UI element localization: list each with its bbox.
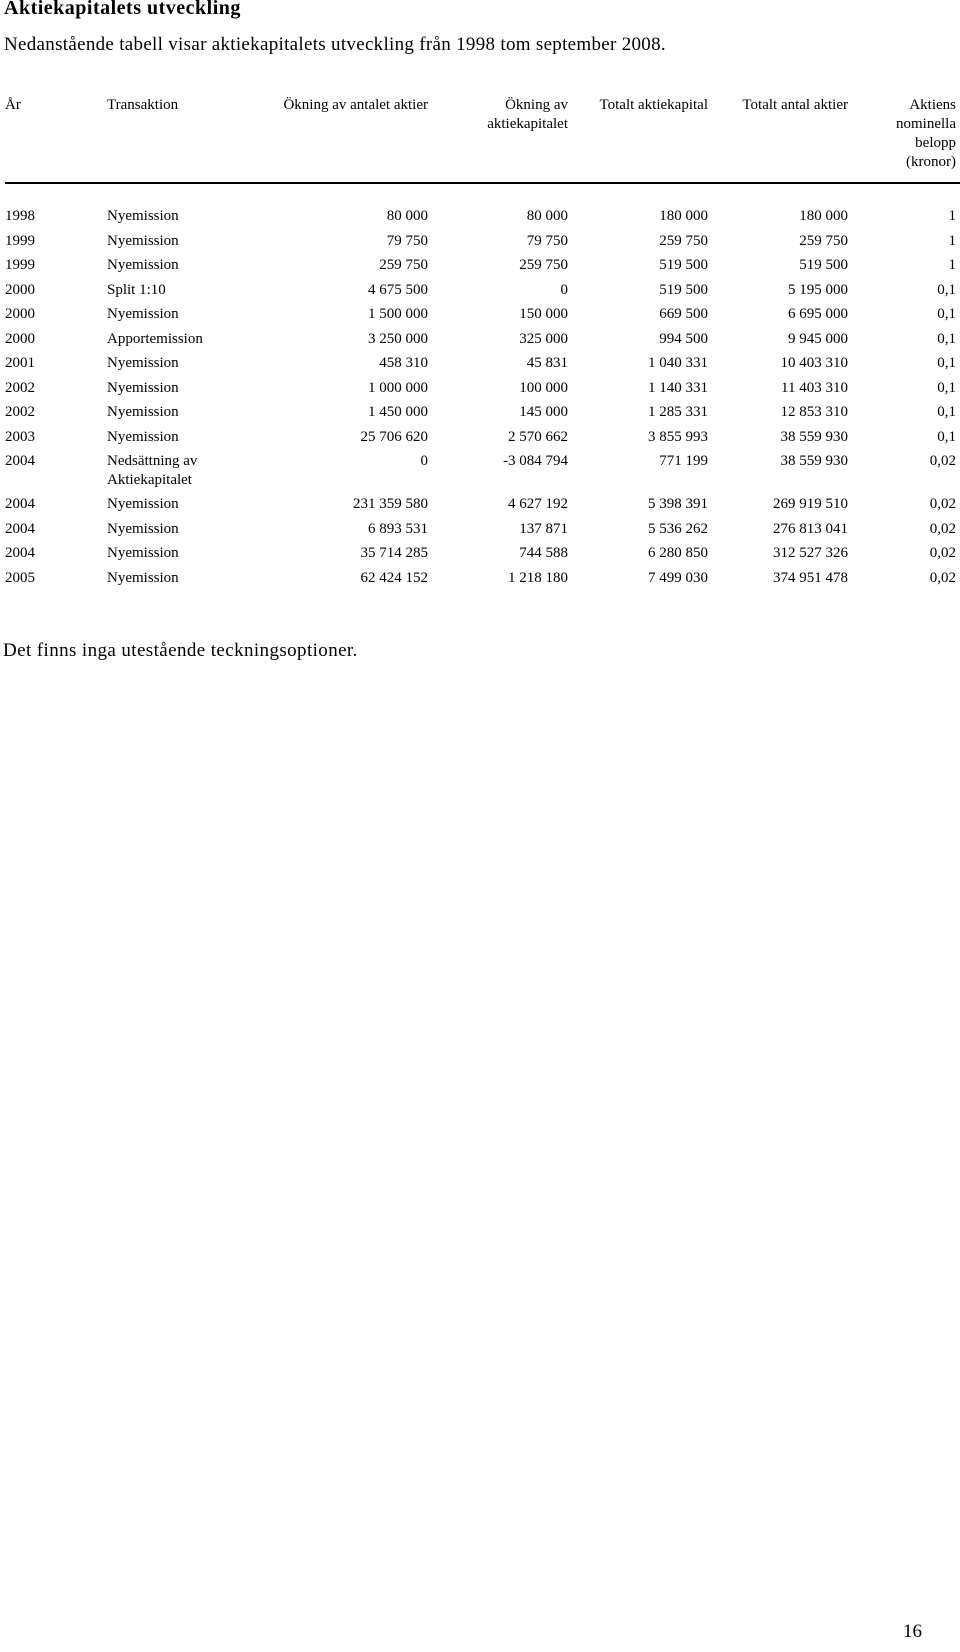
cell-total-shares: 10 403 310 [780, 355, 848, 371]
table-row [5, 376, 960, 401]
cell-capital-increase: 744 588 [519, 545, 568, 561]
cell-total-capital: 1 040 331 [648, 355, 708, 371]
cell-year: 2000 [5, 281, 35, 298]
cell-total-shares: 6 695 000 [788, 306, 848, 322]
cell-total-capital: 519 500 [659, 257, 708, 273]
cell-capital-increase: 150 000 [519, 306, 568, 322]
cell-total-capital: 180 000 [659, 208, 708, 224]
table-row [5, 302, 960, 327]
intro-text: Nedanstående tabell visar aktiekapitalets utveckling från 1998 tom september 2008. [4, 34, 666, 55]
table-row [5, 229, 960, 254]
cell-total-shares: 269 919 510 [773, 496, 848, 512]
header-transaction: Transaktion [107, 96, 267, 183]
cell-year: 2004 [5, 545, 35, 561]
cell-total-capital: 1 285 331 [648, 404, 708, 420]
cell-transaction: Nyemission [107, 257, 179, 273]
cell-total-shares: 38 559 930 [780, 428, 848, 445]
cell-transaction: Nyemission [107, 208, 179, 224]
cell-transaction: Nyemission [107, 306, 179, 322]
page-title: Aktiekapitalets utveckling [4, 0, 241, 19]
header-capital-increase: Ökning av aktiekapitalet [432, 96, 572, 183]
cell-capital-increase: -3 084 794 [503, 453, 568, 469]
cell-share-increase: 231 359 580 [353, 496, 428, 512]
cell-total-capital: 5 398 391 [648, 496, 708, 512]
cell-capital-increase: 2 570 662 [508, 428, 568, 445]
cell-nominal: 0,02 [929, 520, 956, 537]
header-share-increase: Ökning av antalet aktier [267, 96, 432, 183]
cell-total-capital: 669 500 [659, 306, 708, 322]
cell-nominal: 0,02 [929, 569, 956, 586]
cell-total-capital: 7 499 030 [648, 569, 708, 586]
cell-year: 2001 [5, 355, 35, 371]
cell-year: 2004 [5, 453, 35, 469]
cell-transaction: Nyemission [107, 545, 179, 561]
cell-total-shares: 180 000 [799, 208, 848, 224]
cell-transaction: Nyemission [107, 496, 179, 512]
table-header-row [5, 96, 960, 183]
cell-nominal: 0,1 [937, 306, 956, 322]
table-row [5, 449, 960, 492]
cell-total-capital: 3 855 993 [648, 428, 708, 445]
cell-capital-increase: 100 000 [519, 379, 568, 396]
cell-year: 1998 [5, 208, 35, 224]
cell-share-increase: 25 706 620 [360, 428, 428, 445]
cell-transaction: Apportemission [107, 330, 203, 347]
cell-share-increase: 79 750 [386, 232, 428, 249]
cell-share-increase: 259 750 [379, 257, 428, 273]
cell-total-shares: 312 527 326 [773, 545, 848, 561]
table-row [5, 566, 960, 591]
table-row [5, 253, 960, 278]
cell-nominal: 1 [948, 257, 956, 273]
cell-total-shares: 519 500 [799, 257, 848, 273]
cell-year: 1999 [5, 257, 35, 273]
cell-total-capital: 1 140 331 [648, 379, 708, 396]
cell-share-increase: 1 500 000 [368, 306, 428, 322]
cell-nominal: 0,02 [929, 545, 956, 561]
cell-share-increase: 1 450 000 [368, 404, 428, 420]
cell-total-shares: 259 750 [799, 232, 848, 249]
cell-total-shares: 12 853 310 [780, 404, 848, 420]
cell-transaction: Nyemission [107, 404, 179, 420]
cell-transaction: Nyemission [107, 520, 179, 537]
cell-total-capital: 259 750 [659, 232, 708, 249]
cell-total-shares: 374 951 478 [773, 569, 848, 586]
table-row [5, 541, 960, 566]
cell-total-capital: 994 500 [659, 330, 708, 347]
cell-nominal: 0,1 [937, 428, 956, 445]
cell-share-increase: 6 893 531 [368, 520, 428, 537]
cell-share-increase: 0 [420, 453, 428, 469]
table-row [5, 183, 960, 229]
cell-total-capital: 771 199 [659, 453, 708, 469]
cell-nominal: 0,1 [937, 281, 956, 298]
cell-share-increase: 4 675 500 [368, 281, 428, 298]
header-total-shares: Totalt antal aktier [712, 96, 852, 183]
page-number: 16 [903, 1621, 922, 1642]
table-row [5, 278, 960, 303]
table-row [5, 400, 960, 425]
cell-nominal: 1 [948, 208, 956, 224]
header-total-capital: Totalt aktiekapital [572, 96, 712, 183]
cell-capital-increase: 325 000 [519, 330, 568, 347]
header-nominal: Aktiens nominella belopp (kronor) [852, 96, 960, 183]
cell-nominal: 0,1 [937, 379, 956, 396]
cell-share-increase: 3 250 000 [368, 330, 428, 347]
cell-nominal: 0,1 [937, 404, 956, 420]
cell-transaction: Nyemission [107, 428, 179, 445]
cell-capital-increase: 259 750 [519, 257, 568, 273]
cell-nominal: 0,02 [929, 453, 956, 469]
cell-total-shares: 9 945 000 [788, 330, 848, 347]
cell-transaction: Split 1:10 [107, 281, 166, 298]
cell-year: 2005 [5, 569, 35, 586]
cell-capital-increase: 79 750 [526, 232, 568, 249]
share-capital-table [5, 96, 960, 590]
cell-nominal: 0,1 [937, 330, 956, 347]
cell-nominal: 0,1 [937, 355, 956, 371]
cell-transaction: Nyemission [107, 379, 179, 396]
cell-capital-increase: 145 000 [519, 404, 568, 420]
cell-nominal: 1 [948, 232, 956, 249]
cell-transaction: Nyemission [107, 355, 179, 371]
cell-capital-increase: 4 627 192 [508, 496, 568, 512]
cell-year: 2000 [5, 330, 35, 347]
header-year: År [5, 96, 107, 183]
cell-year: 2004 [5, 520, 35, 537]
cell-transaction: Nyemission [107, 569, 179, 586]
table-row [5, 351, 960, 376]
cell-capital-increase: 0 [560, 281, 568, 298]
table-row [5, 327, 960, 352]
cell-total-shares: 276 813 041 [773, 520, 848, 537]
table-row [5, 425, 960, 450]
table-row [5, 517, 960, 542]
cell-year: 2002 [5, 404, 35, 420]
cell-total-capital: 6 280 850 [648, 545, 708, 561]
cell-share-increase: 62 424 152 [360, 569, 428, 586]
cell-year: 2002 [5, 379, 35, 396]
cell-year: 2004 [5, 496, 35, 512]
table-body [5, 183, 960, 590]
cell-share-increase: 1 000 000 [368, 379, 428, 396]
cell-total-shares: 38 559 930 [780, 453, 848, 469]
cell-capital-increase: 80 000 [526, 208, 568, 224]
cell-total-shares: 5 195 000 [788, 281, 848, 298]
cell-total-shares: 11 403 310 [781, 379, 848, 396]
footnote: Det finns inga utestående teckningsoptioner. [3, 640, 358, 661]
cell-share-increase: 35 714 285 [360, 545, 428, 561]
cell-share-increase: 80 000 [386, 208, 428, 224]
cell-capital-increase: 45 831 [526, 355, 568, 371]
cell-year: 2000 [5, 306, 35, 322]
cell-share-increase: 458 310 [379, 355, 428, 371]
cell-total-capital: 519 500 [659, 281, 708, 298]
cell-nominal: 0,02 [929, 496, 956, 512]
cell-total-capital: 5 536 262 [648, 520, 708, 537]
cell-capital-increase: 137 871 [519, 520, 568, 537]
cell-transaction: Nyemission [107, 232, 179, 249]
cell-year: 1999 [5, 232, 35, 249]
table-row [5, 492, 960, 517]
cell-year: 2003 [5, 428, 35, 445]
cell-capital-increase: 1 218 180 [508, 569, 568, 586]
cell-transaction: Nedsättning av Aktiekapitalet [107, 453, 198, 488]
